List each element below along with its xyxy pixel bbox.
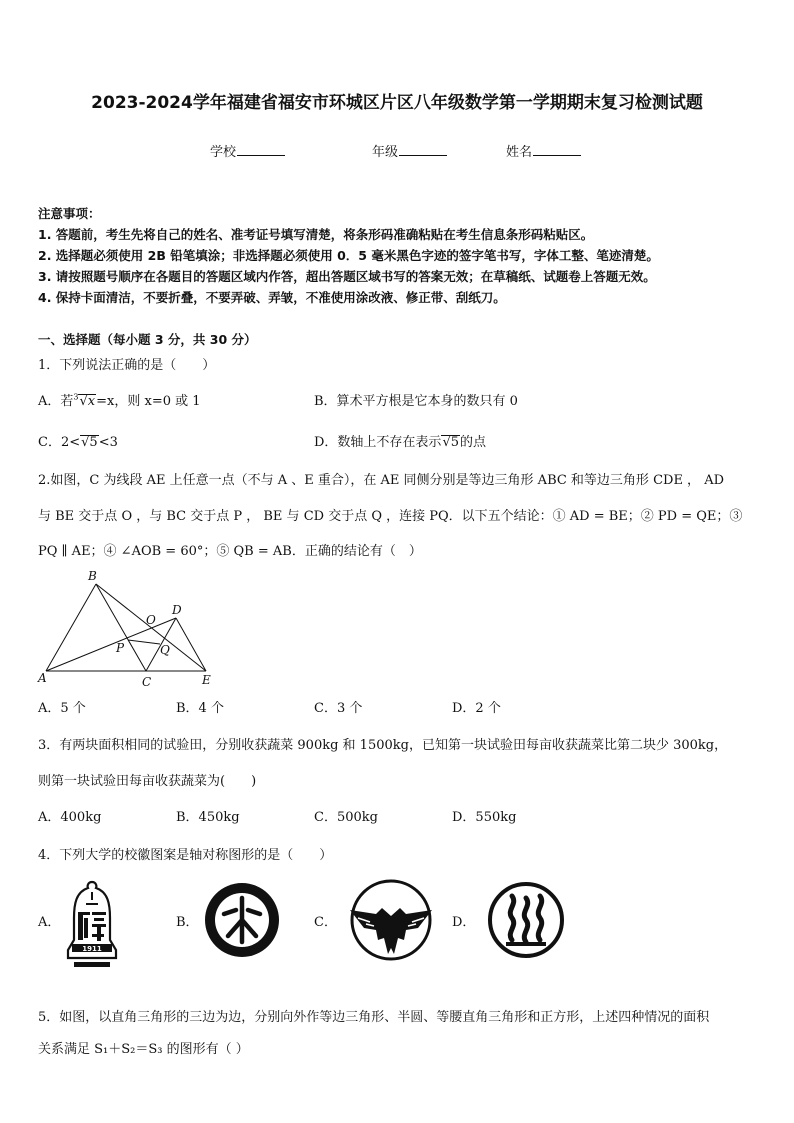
q3-option-c: C．500kg bbox=[314, 810, 378, 825]
page-title: 2023-2024学年福建省福安市环城区片区八年级数学第一学期期末复习检测试题 bbox=[91, 93, 703, 113]
school-blank bbox=[237, 143, 285, 156]
q5-line-2: 关系满足 S₁＋S₂＝S₃ 的图形有（ ） bbox=[38, 1042, 249, 1057]
q1-option-a: A．若$^3$√x=x，则 x=0 或 1 bbox=[38, 392, 201, 409]
fig-label-o: O bbox=[146, 613, 156, 627]
grade-label: 年级 bbox=[372, 145, 399, 160]
grade-blank bbox=[399, 143, 447, 156]
name-label: 姓名 bbox=[506, 145, 533, 160]
fig-label-a: A bbox=[38, 671, 47, 685]
school-label: 学校 bbox=[210, 145, 237, 160]
school-field bbox=[210, 141, 285, 160]
section-heading: 一、选择题（每小题 3 分，共 30 分） bbox=[38, 332, 257, 347]
fig-label-p: P bbox=[116, 641, 125, 655]
q4-option-a: A． bbox=[38, 915, 61, 930]
peking-logo-icon bbox=[202, 880, 282, 960]
q3-option-b: B．450kg bbox=[176, 810, 240, 825]
q2-triangle-figure bbox=[36, 566, 226, 690]
q1-option-c: C．2<√5<3 bbox=[38, 435, 118, 450]
eagle-logo-icon bbox=[346, 878, 436, 962]
q3-line-1: 3．有两块面积相同的试验田，分别收获蔬菜 900kg 和 1500kg，已知第一块试验田每亩收获蔬菜比第二块少 300kg， bbox=[38, 738, 728, 753]
note-item-3: 3. 请按照题号顺序在各题目的答题区域内作答，超出答题区域书写的答案无效；在草稿纸、试题卷上答题无效。 bbox=[38, 269, 656, 284]
note-item-1: 1. 答题前，考生先将自己的姓名、准考证号填写清楚，将条形码准确粘贴在考生信息条形码粘贴区。 bbox=[38, 227, 594, 242]
q4-option-d: D． bbox=[452, 915, 476, 930]
q1-stem: 1．下列说法正确的是（ ） bbox=[38, 358, 216, 373]
q1-option-b: B．算术平方根是它本身的数只有 0 bbox=[314, 394, 518, 409]
q4-stem: 4．下列大学的校徽图案是轴对称图形的是（ ） bbox=[38, 848, 333, 863]
fig-label-e: E bbox=[202, 673, 211, 687]
fig-label-q: Q bbox=[160, 643, 170, 657]
q3-option-a: A．400kg bbox=[38, 810, 102, 825]
fig-label-d: D bbox=[172, 603, 182, 617]
note-item-4: 4. 保持卡面清洁，不要折叠，不要弄破、弄皱，不准使用涂改液、修正带、刮纸刀。 bbox=[38, 290, 506, 305]
q3-line-2: 则第一块试验田每亩收获蔬菜为( ) bbox=[38, 774, 257, 789]
q2-line-2: 与 BE 交于点 O ，与 BC 交于点 P ， BE 与 CD 交于点 Q ，连接 PQ．以下五个结论：① AD = BE；② PD = QE；③ bbox=[38, 509, 743, 524]
note-item-2: 2. 选择题必须使用 2B 铅笔填涂；非选择题必须使用 0．5 毫米黑色字迹的签字笔书写，字体工整、笔迹清楚。 bbox=[38, 248, 659, 263]
q2-line-3: PQ ∥ AE；④ ∠AOB = 60°；⑤ QB = AB．正确的结论有（ ） bbox=[38, 544, 422, 559]
logo-a-year: 1911 bbox=[82, 945, 102, 953]
name-field bbox=[506, 141, 581, 160]
q2-option-b: B．4 个 bbox=[176, 701, 224, 716]
q5-line-1: 5．如图，以直角三角形的三边为边，分别向外作等边三角形、半圆、等腰直角三角形和正方形，上述四种情况的面积 bbox=[38, 1010, 710, 1025]
fig-label-b: B bbox=[88, 569, 97, 583]
tsinghua-logo-icon bbox=[62, 878, 122, 970]
q4-option-b: B． bbox=[176, 915, 199, 930]
q2-option-a: A．5 个 bbox=[38, 701, 86, 716]
q1-option-d: D．数轴上不存在表示√5的点 bbox=[314, 435, 487, 450]
flame-logo-icon bbox=[486, 880, 566, 960]
q4-option-c: C． bbox=[314, 915, 337, 930]
q2-option-d: D．2 个 bbox=[452, 701, 501, 716]
q2-option-c: C．3 个 bbox=[314, 701, 363, 716]
q2-line-1: 2.如图，C 为线段 AE 上任意一点（不与 A 、E 重合），在 AE 同侧分别是等边三角形 ABC 和等边三角形 CDE ， AD bbox=[38, 473, 725, 488]
notes-heading: 注意事项： bbox=[38, 206, 101, 221]
name-blank bbox=[533, 143, 581, 156]
fig-label-c: C bbox=[142, 675, 152, 689]
q3-option-d: D．550kg bbox=[452, 810, 517, 825]
grade-field bbox=[372, 141, 447, 160]
